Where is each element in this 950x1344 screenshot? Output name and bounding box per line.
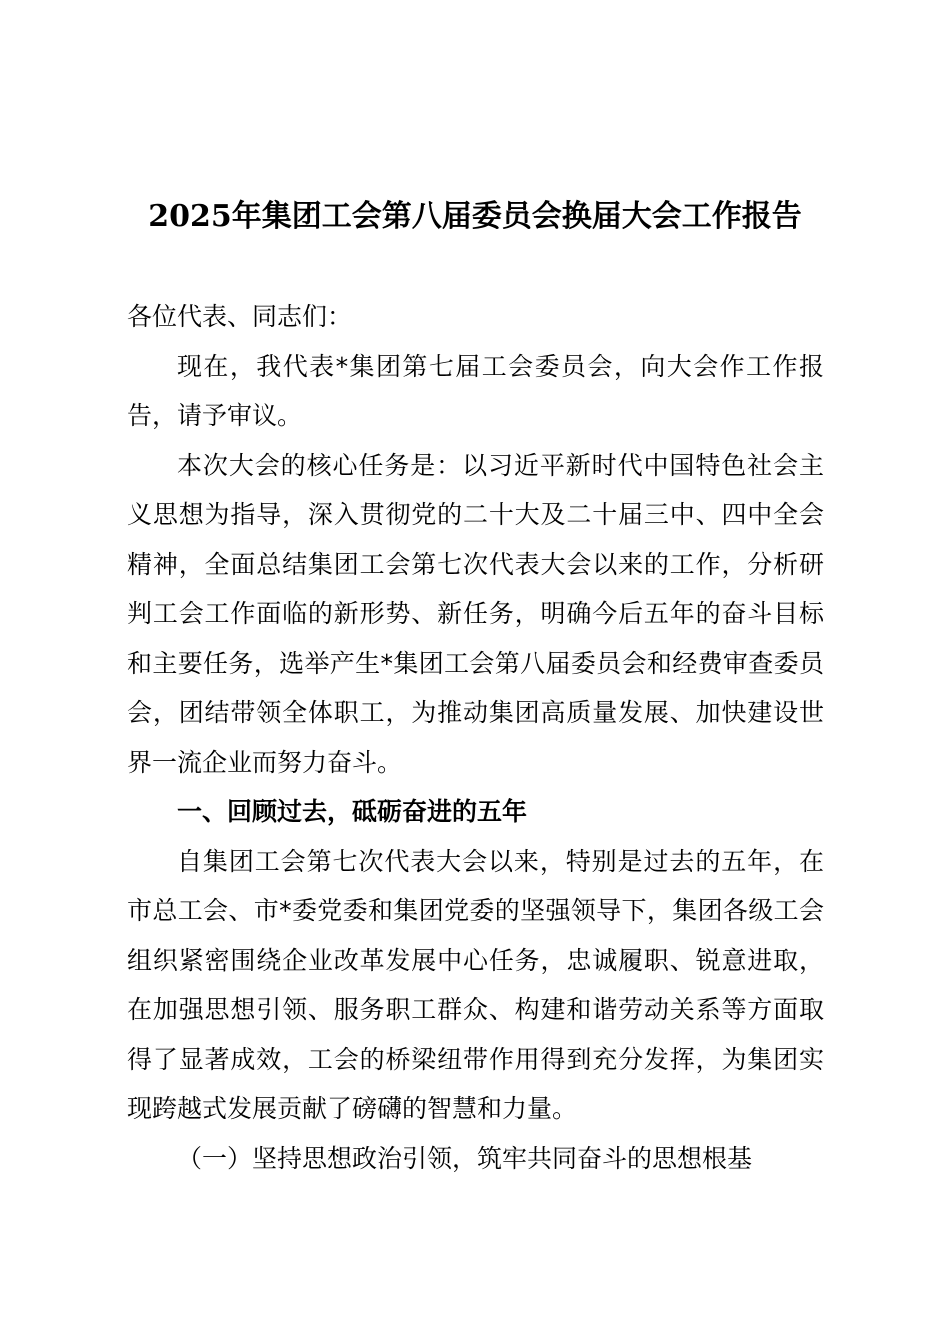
section-heading-review: 一、回顾过去，砥砺奋进的五年 [177, 797, 528, 826]
paragraph-core-task: 本次大会的核心任务是：以习近平新时代中国特色社会主义思想为指导，深入贯彻党的二十大及二十届三中、四中全会精神，全面总结集团工会第七次代表大会以来的工作，分析研判工会工作面临的新形势、新任务，明确今后五年的奋斗目标和主要任务，选举产生*集团工会第八届委员会和经费审查委员会，团结带领全体职工，为推动集团高质量发展、加快建设世界一流企业而努力奋斗。 [127, 450, 824, 777]
paragraph-intro: 现在，我代表*集团第七届工会委员会，向大会作工作报告，请予审议。 [127, 351, 824, 430]
salutation: 各位代表、同志们： [127, 302, 353, 331]
paragraph-review: 自集团工会第七次代表大会以来，特别是过去的五年，在市总工会、市*委党委和集团党委的坚强领导下，集团各级工会组织紧密围绕企业改革发展中心任务，忠诚履职、锐意进取，在加强思想引领、服务职工群众、构建和谐劳动关系等方面取得了显著成效，工会的桥梁纽带作用得到充分发挥，为集团实现跨越式发展贡献了磅礴的智慧和力量。 [127, 846, 824, 1123]
document-title: 2025年集团工会第八届委员会换届大会工作报告 [148, 199, 802, 234]
document-body [127, 292, 824, 1183]
subsection-heading-political: （一）坚持思想政治引领，筑牢共同奋斗的思想根基 [177, 1143, 753, 1173]
